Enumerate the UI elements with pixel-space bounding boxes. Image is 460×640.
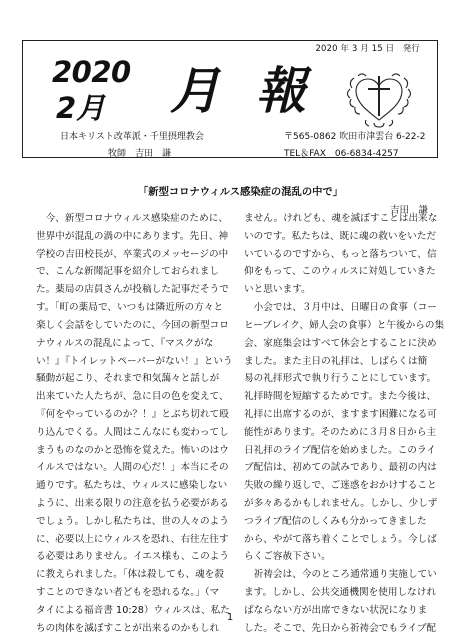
article-line: まうものなのかと恐怖を覚えた。怖いのはウ bbox=[36, 444, 229, 456]
article-line: 世界中が混乱の渦の中にあります。先日、神 bbox=[36, 230, 229, 242]
article-line: た。薬局の店員さんが投稿した記事だそうで bbox=[36, 284, 229, 296]
article-line: が多々あるかもしれません。しかし、少しず bbox=[244, 498, 438, 509]
cross-heart-wreath-icon bbox=[346, 70, 412, 128]
article-line: ちの肉体を滅ぼすことが出来るのかもしれ bbox=[36, 622, 220, 634]
article-line: 失敗の繰り返しで、ご迷惑をおかけすること bbox=[244, 480, 437, 492]
masthead-month: 2月 bbox=[56, 91, 106, 125]
church-telfax: TEL＆FAX 06-6834-4257 bbox=[284, 149, 399, 159]
article-line: 礼拝時間を短縮するためです。また今後は、 bbox=[244, 391, 437, 403]
article-line: ばならない方が出席できない状況になりま bbox=[244, 604, 428, 616]
article-line: ます。しかし、公共交通機関を使用しなけれ bbox=[244, 587, 437, 599]
article-line: いのです。私たちは、既に魂の救いをいただ bbox=[244, 230, 437, 242]
article-line: る必要はありません。イエス様も、このよう bbox=[36, 551, 230, 563]
article-line: から、やがて落ち着くことでしょう。今しば bbox=[244, 533, 437, 545]
article-line: つライブ配信のしくみも分かってきました bbox=[244, 515, 427, 527]
article-line: ブ配信は、初めての試みであり、最初の内は bbox=[244, 462, 437, 474]
article-author: 吉田 謙 bbox=[390, 205, 429, 216]
masthead-title-char-1: 月 bbox=[170, 62, 220, 120]
page-number: 1 bbox=[226, 612, 234, 623]
article-line: 礼拝に出席するのが、ますます困難になる可 bbox=[244, 408, 437, 420]
article-line: 騒動が起こり、それまで和気藹々と話しが bbox=[36, 373, 220, 385]
article-line: イルスではない。人間の心だ！」本当にその bbox=[36, 462, 229, 474]
article-column-left bbox=[36, 210, 233, 638]
article-line: に教えられました。「体は殺しても、魂を殺 bbox=[36, 569, 225, 581]
article-line: で、こんな新聞記事を紹介しておられまし bbox=[36, 266, 220, 278]
article-line: ように、出来る限りの注意を払う必要がある bbox=[36, 498, 229, 509]
article-line: 小会では、３月中は、日曜日の食事（コー bbox=[244, 302, 437, 314]
article-line: ません。けれども、魂を滅ぼすことは出来な bbox=[244, 213, 438, 224]
article-line: ナウィルスの混乱によって、『マスクがな bbox=[36, 337, 214, 349]
article-line: 仰をもって、このウィルスに対処していきた bbox=[244, 266, 436, 278]
article-line: タイによる福音書 10:28）ウィルスは、私た bbox=[36, 604, 230, 616]
article-line: 今、新型コロナウィルス感染症のために、 bbox=[36, 213, 229, 224]
article-line: した。そこで、先日から祈祷会でもライブ配 bbox=[244, 622, 437, 634]
article-line: 『何をやっているのか？！』とぶち切れて殴 bbox=[36, 408, 229, 420]
article-line: 学校の吉田校長が、卒業式のメッセージの中 bbox=[36, 248, 229, 260]
church-name: 日本キリスト改革派・千里摂理教会 bbox=[60, 132, 204, 142]
issue-date: 2020 年 3 月 15 日 発行 bbox=[315, 43, 420, 53]
article-line: り込んでくる。人間はこんなにも変わってし bbox=[36, 426, 229, 438]
article-line: 通りです。私たちは、ウィルスに感染しない bbox=[36, 480, 228, 492]
article-line: いと思います。 bbox=[244, 284, 311, 296]
article-line: 能性があります。そのために３月８日から主 bbox=[244, 426, 437, 438]
article-line: 出来ていた人たちが、急に目の色を変えて、 bbox=[36, 391, 229, 403]
article-line: 易の礼拝形式で執り行うことにしています。 bbox=[244, 373, 437, 385]
article-line: 楽しく会話をしていたのに、今回の新型コロ bbox=[36, 319, 229, 331]
article-line: ヒーブレイク、婦人会の食事）と午後からの集 bbox=[244, 319, 445, 331]
article-line: い！』『トイレットペーパーがない！』という bbox=[36, 355, 233, 367]
article-line: ました。また主日の礼拝は、しばらくは簡 bbox=[244, 355, 428, 367]
masthead-year: 2020 bbox=[52, 55, 131, 89]
masthead-title-char-2: 報 bbox=[256, 62, 306, 120]
article-line: に、必要以上にウィルスを恐れ、右往左往す bbox=[36, 533, 229, 545]
article-line: らくご容赦下さい。 bbox=[244, 551, 331, 563]
article-line: でしょう。しかし私たちは、世の人々のよう bbox=[36, 515, 229, 527]
pastor-name: 牧師 吉田 謙 bbox=[108, 149, 172, 159]
article-title: 「新型コロナウィルス感染症の混乱の中で」 bbox=[138, 186, 344, 198]
article-line: 祈祷会は、今のところ通常通り実施してい bbox=[244, 569, 437, 581]
article-line: す。「町の薬局で、いつもは隣近所の方々と bbox=[36, 302, 224, 314]
article-line: すことのできない者どもを恐れるな。」（マ bbox=[36, 587, 220, 599]
article-line: 日礼拝のライブ配信を始めました。このライ bbox=[244, 444, 437, 456]
article-line: いているのですから、もっと落ちついて、信 bbox=[244, 248, 437, 260]
church-address: 〒565-0862 吹田市津雲台 6-22-2 bbox=[284, 132, 426, 142]
article-line: 会、家庭集会はすべて休会とすることに決め bbox=[244, 337, 437, 349]
